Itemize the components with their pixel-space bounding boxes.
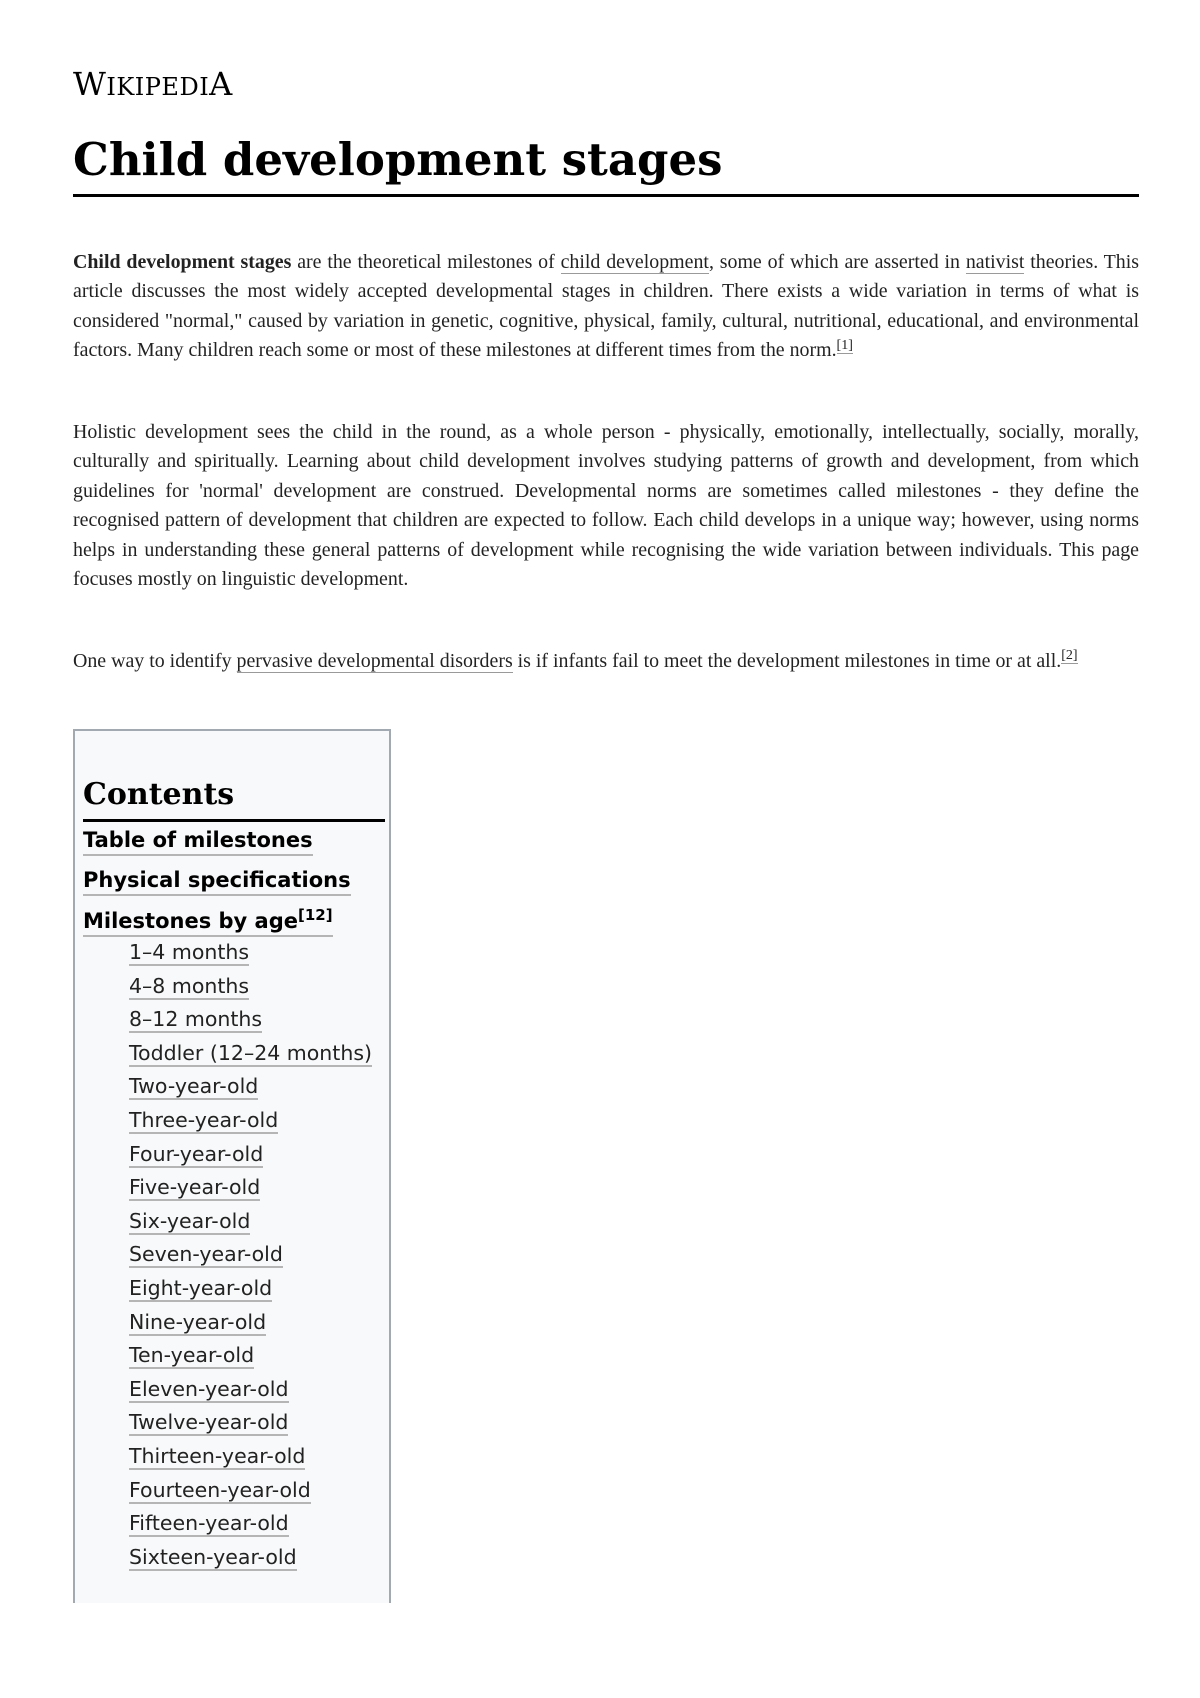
lead-term: Child development stages: [73, 251, 292, 273]
toc-subitem-link[interactable]: 8–12 months: [129, 1007, 263, 1032]
toc-sublist: [129, 938, 372, 1576]
toc-subitem: [129, 1543, 372, 1577]
toc-subitem: [129, 1408, 372, 1442]
intro-paragraph-3: One way to identify pervasive developmental disorders is if infants fail to meet the development milestones in time or at all.[2]: [73, 648, 1078, 672]
toc-item-physical-specifications[interactable]: Physical specifications: [83, 866, 351, 896]
toc-subitem-link[interactable]: Ten-year-old: [129, 1343, 255, 1368]
toc-subitem: [129, 1375, 372, 1409]
toc-subitem: [129, 1005, 372, 1039]
toc-subitem-link[interactable]: Two-year-old: [129, 1074, 259, 1099]
link-child-development[interactable]: child development: [560, 251, 709, 273]
toc-subitem-link[interactable]: Toddler (12–24 months): [129, 1040, 373, 1065]
toc-subitem: [129, 1207, 372, 1241]
citation-1[interactable]: [1]: [836, 337, 853, 353]
citation-2[interactable]: [2]: [1061, 648, 1078, 664]
link-pervasive-developmental-disorders[interactable]: pervasive developmental disorders: [236, 650, 513, 672]
toc-subitem: [129, 1308, 372, 1342]
toc-subitem-link[interactable]: Five-year-old: [129, 1175, 261, 1200]
toc-subitem-link[interactable]: Three-year-old: [129, 1107, 279, 1132]
toc-title: Contents: [83, 775, 385, 822]
intro-paragraph-1: Child development stages are the theoretical milestones of child development, some of which are asserted in nativist theories. This article discusses the most widely accepted developmental stages in children. There exists a wide variation in terms of what is considered "normal," caused by variation in genetic, cognitive, physical, family, cultural, nutritional, educational, and environmental factors. Many children reach some or most of these milestones at different times from the norm.[1]: [73, 251, 1140, 362]
page-title: Child development stages: [73, 132, 1139, 197]
toc-subitem-link[interactable]: Twelve-year-old: [129, 1410, 289, 1435]
toc-subitem-link[interactable]: Fourteen-year-old: [129, 1477, 311, 1502]
toc-subitem: [129, 1106, 372, 1140]
toc-subitem: [129, 1341, 372, 1375]
toc-subitem-link[interactable]: Seven-year-old: [129, 1242, 283, 1267]
toc-subitem-link[interactable]: Thirteen-year-old: [129, 1443, 306, 1468]
toc-subitem-link[interactable]: 4–8 months: [129, 973, 250, 998]
toc-subitem-link[interactable]: 1–4 months: [129, 940, 250, 964]
toc-citation-12[interactable]: [12]: [297, 906, 333, 924]
toc-subitem: [129, 1240, 372, 1274]
toc-subitem: [129, 1140, 372, 1174]
toc-subitem-link[interactable]: Sixteen-year-old: [129, 1544, 297, 1569]
toc-item-table-of-milestones[interactable]: Table of milestones: [83, 826, 313, 856]
toc-subitem: [129, 1173, 372, 1207]
toc-subitem-link[interactable]: Four-year-old: [129, 1141, 264, 1166]
toc-subitem: [129, 1476, 372, 1510]
toc-subitem: [129, 938, 372, 972]
toc-subitem: [129, 1039, 372, 1073]
toc-subitem-link[interactable]: Eight-year-old: [129, 1275, 273, 1300]
toc-subitem: [129, 972, 372, 1006]
toc-subitem-link[interactable]: Eleven-year-old: [129, 1376, 289, 1401]
toc-subitem: [129, 1509, 372, 1543]
table-of-contents: [73, 729, 391, 1603]
toc-subitem: [129, 1274, 372, 1308]
toc-subitem-link[interactable]: Six-year-old: [129, 1208, 251, 1233]
toc-subitem-link[interactable]: Fifteen-year-old: [129, 1511, 289, 1536]
intro-paragraph-2: Holistic development sees the child in the round, as a whole person - physically, emotionally, intellectually, socially, morally, culturally and spiritually. Learning about child development involves studying patterns of growth and development, from which guidelines for 'normal' development are construed. Developmental norms are sometimes called milestones - they define the recognised pattern of development that children are expected to follow. Each child develops in a unique way; however, using norms helps in understanding these general patterns of development while recognising the wide variation between individuals. This page focuses mostly on linguistic development.: [73, 421, 1139, 591]
link-nativist[interactable]: nativist: [965, 251, 1025, 273]
wikipedia-logo[interactable]: WIKIPEDIA: [73, 65, 233, 103]
toc-subitem-link[interactable]: Nine-year-old: [129, 1309, 267, 1334]
toc-subitem: [129, 1442, 372, 1476]
toc-item-milestones-by-age[interactable]: Milestones by age[12]: [83, 907, 333, 937]
toc-subitem: [129, 1072, 372, 1106]
